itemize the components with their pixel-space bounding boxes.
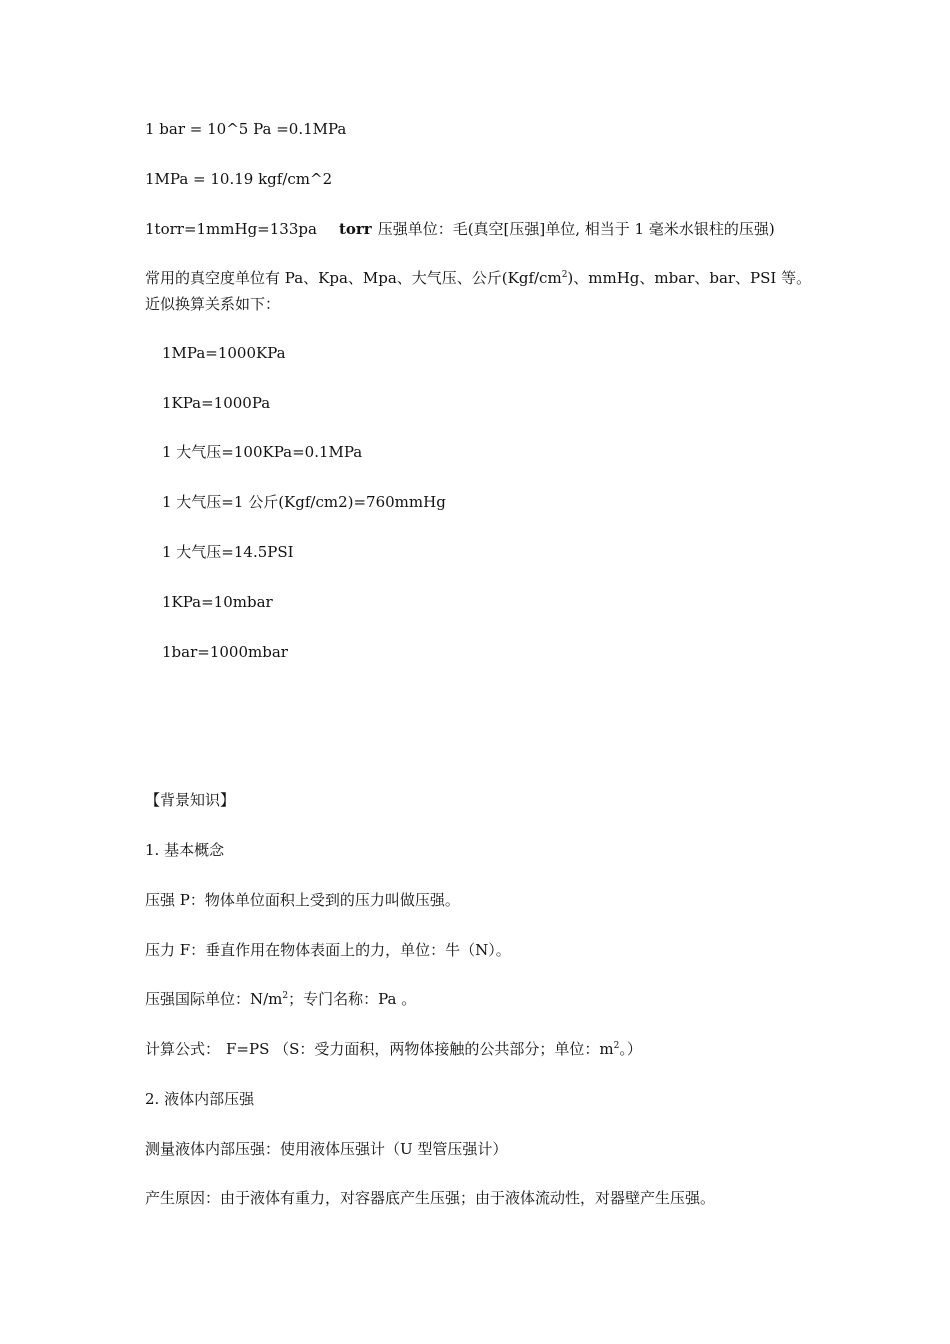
conversion-item: 1bar=1000mbar — [162, 643, 288, 661]
section-heading-background: 【背景知识】 — [145, 791, 236, 809]
liquid-cause: 产生原因：由于液体有重力，对容器底产生压强；由于液体流动性，对器壁产生压强。 — [145, 1189, 716, 1207]
conversion-item: 1KPa=10mbar — [162, 593, 273, 611]
common-units-sentence — [145, 268, 811, 288]
approx-intro: 近似换算关系如下： — [145, 295, 281, 313]
conversion-mpa-kgf: 1MPa = 10.19 kgf/cm^2 — [145, 170, 333, 188]
force-definition: 压力 F：垂直作用在物体表面上的力，单位：牛（N）。 — [145, 941, 511, 959]
subsection-liquid-pressure: 2. 液体内部压强 — [145, 1090, 255, 1108]
superscript: 2 — [561, 270, 568, 280]
torr-definition — [145, 219, 775, 239]
superscript: 2 — [613, 1041, 620, 1051]
pressure-definition: 压强 P：物体单位面积上受到的压力叫做压强。 — [145, 891, 460, 909]
subsection-basic-concepts: 1. 基本概念 — [145, 841, 225, 859]
superscript: 2 — [282, 991, 289, 1001]
si-unit-text-b: ；专门名称：Pa 。 — [288, 990, 417, 1008]
si-unit-line — [145, 989, 416, 1009]
common-units-text-b: )、mmHg、mbar、bar、PSI 等。 — [567, 269, 812, 287]
formula-text: F=PS （S：受力面积，两物体接触的公共部分；单位：m — [226, 1040, 614, 1058]
conversion-bar-pa: 1 bar = 10^5 Pa =0.1MPa — [145, 120, 347, 138]
si-unit-text-a: 压强国际单位：N/m — [145, 990, 283, 1008]
conversion-item: 1 大气压=100KPa=0.1MPa — [162, 443, 363, 461]
formula-end: 。） — [619, 1040, 642, 1058]
conversion-item: 1KPa=1000Pa — [162, 394, 271, 412]
conversion-item: 1 大气压=14.5PSI — [162, 543, 294, 561]
formula-line — [145, 1039, 642, 1059]
conversion-item: 1 大气压=1 公斤(Kgf/cm2)=760mmHg — [162, 493, 446, 511]
torr-description: 压强单位：毛(真空[压强]单位, 相当于 1 毫米水银柱的压强) — [377, 220, 775, 238]
common-units-text-a: 常用的真空度单位有 Pa、Kpa、Mpa、大气压、公斤(Kgf/cm — [145, 269, 562, 287]
liquid-measurement: 测量液体内部压强：使用液体压强计（U 型管压强计） — [145, 1140, 508, 1158]
conversion-item: 1MPa=1000KPa — [162, 344, 286, 362]
torr-equation: 1torr=1mmHg=133pa — [145, 220, 317, 238]
formula-label: 计算公式： — [145, 1040, 221, 1058]
torr-term: torr — [338, 220, 372, 238]
